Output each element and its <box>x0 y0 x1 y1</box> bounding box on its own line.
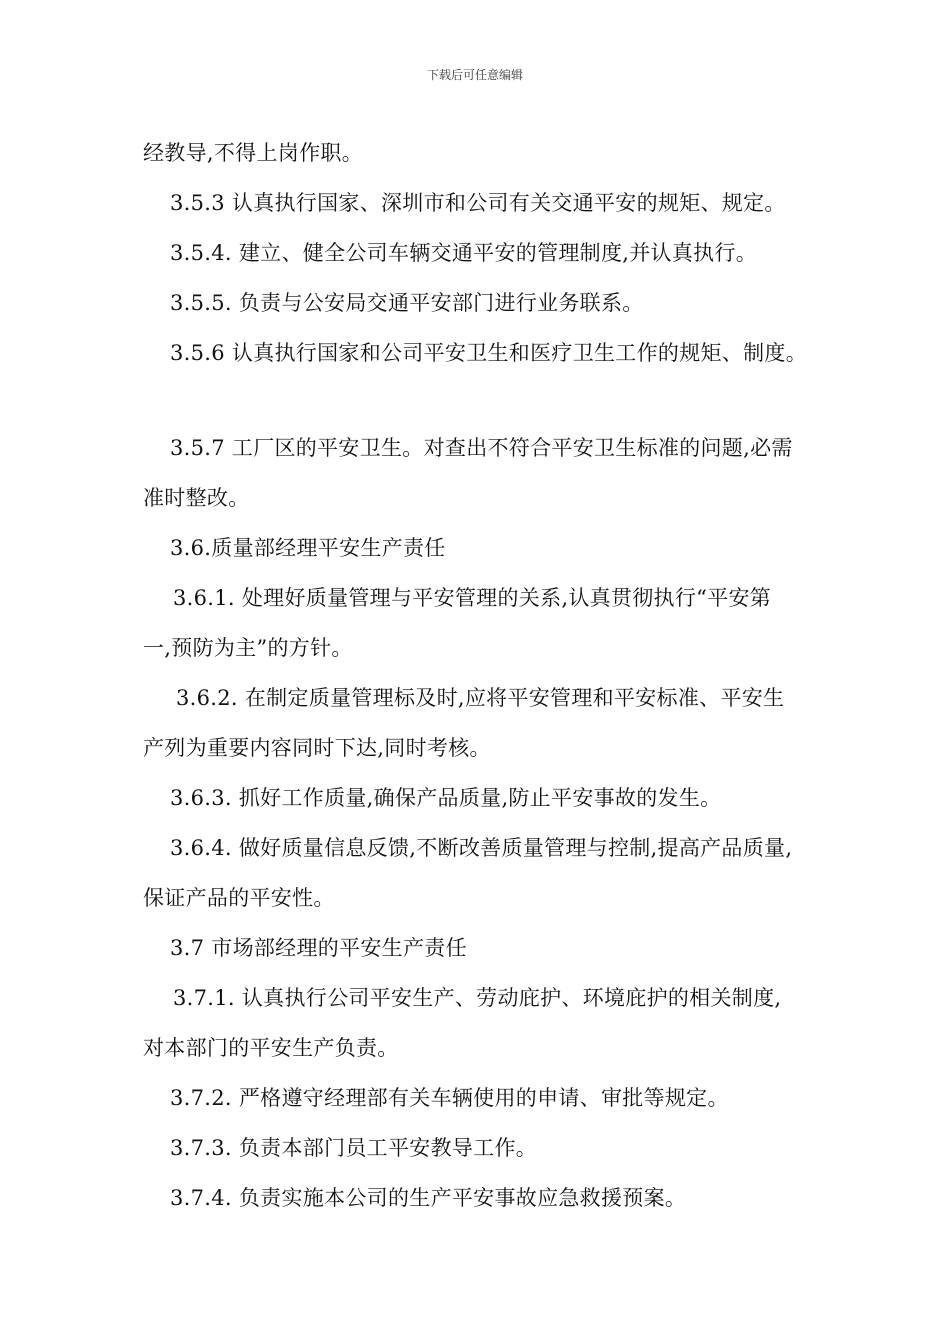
paragraph-line: 准时整改。 <box>143 486 250 510</box>
paragraph-line: 3.7.4. 负责实施本公司的生产平安事故应急救援预案。 <box>170 1186 687 1210</box>
section-heading: 3.7 市场部经理的平安生产责任 <box>170 936 467 960</box>
section-heading: 3.6.质量部经理平安生产责任 <box>170 536 446 560</box>
paragraph-line: 一,预防为主”的方针。 <box>143 636 353 660</box>
paragraph-line: 3.5.7 工厂区的平安卫生。对查出不符合平安卫生标准的问题,必需 <box>170 436 793 460</box>
paragraph-line: 对本部门的平安生产负责。 <box>143 1036 399 1060</box>
paragraph-line: 经教导,不得上岗作职。 <box>143 141 363 165</box>
paragraph-line: 3.6.2. 在制定质量管理标及时,应将平安管理和平安标准、平安生 <box>176 686 785 710</box>
document-body <box>143 128 823 1223</box>
paragraph-line: 3.6.1. 处理好质量管理与平安管理的关系,认真贯彻执行“平安第 <box>173 586 772 610</box>
paragraph-line: 3.7.2. 严格遵守经理部有关车辆使用的申请、审批等规定。 <box>170 1086 729 1110</box>
page-header: 下载后可任意编辑 <box>426 68 523 82</box>
paragraph-line: 3.7.3. 负责本部门员工平安教导工作。 <box>170 1136 538 1160</box>
paragraph-line: 保证产品的平安性。 <box>143 886 335 910</box>
paragraph-line: 产列为重要内容同时下达,同时考核。 <box>143 736 491 760</box>
paragraph-line: 3.6.4. 做好质量信息反馈,不断改善质量管理与控制,提高产品质量, <box>170 836 793 860</box>
paragraph-gap <box>143 378 823 423</box>
paragraph-line: 3.5.6 认真执行国家和公司平安卫生和医疗卫生工作的规矩、制度。 <box>170 341 808 365</box>
paragraph-line: 3.7.1. 认真执行公司平安生产、劳动庇护、环境庇护的相关制度, <box>173 986 782 1010</box>
paragraph-line: 3.6.3. 抓好工作质量,确保产品质量,防止平安事故的发生。 <box>170 786 722 810</box>
paragraph-line: 3.5.3 认真执行国家、深圳市和公司有关交通平安的规矩、规定。 <box>170 191 786 215</box>
paragraph-line: 3.5.5. 负责与公安局交通平安部门进行业务联系。 <box>170 291 644 315</box>
paragraph-line: 3.5.4. 建立、健全公司车辆交通平安的管理制度,并认真执行。 <box>170 241 758 265</box>
